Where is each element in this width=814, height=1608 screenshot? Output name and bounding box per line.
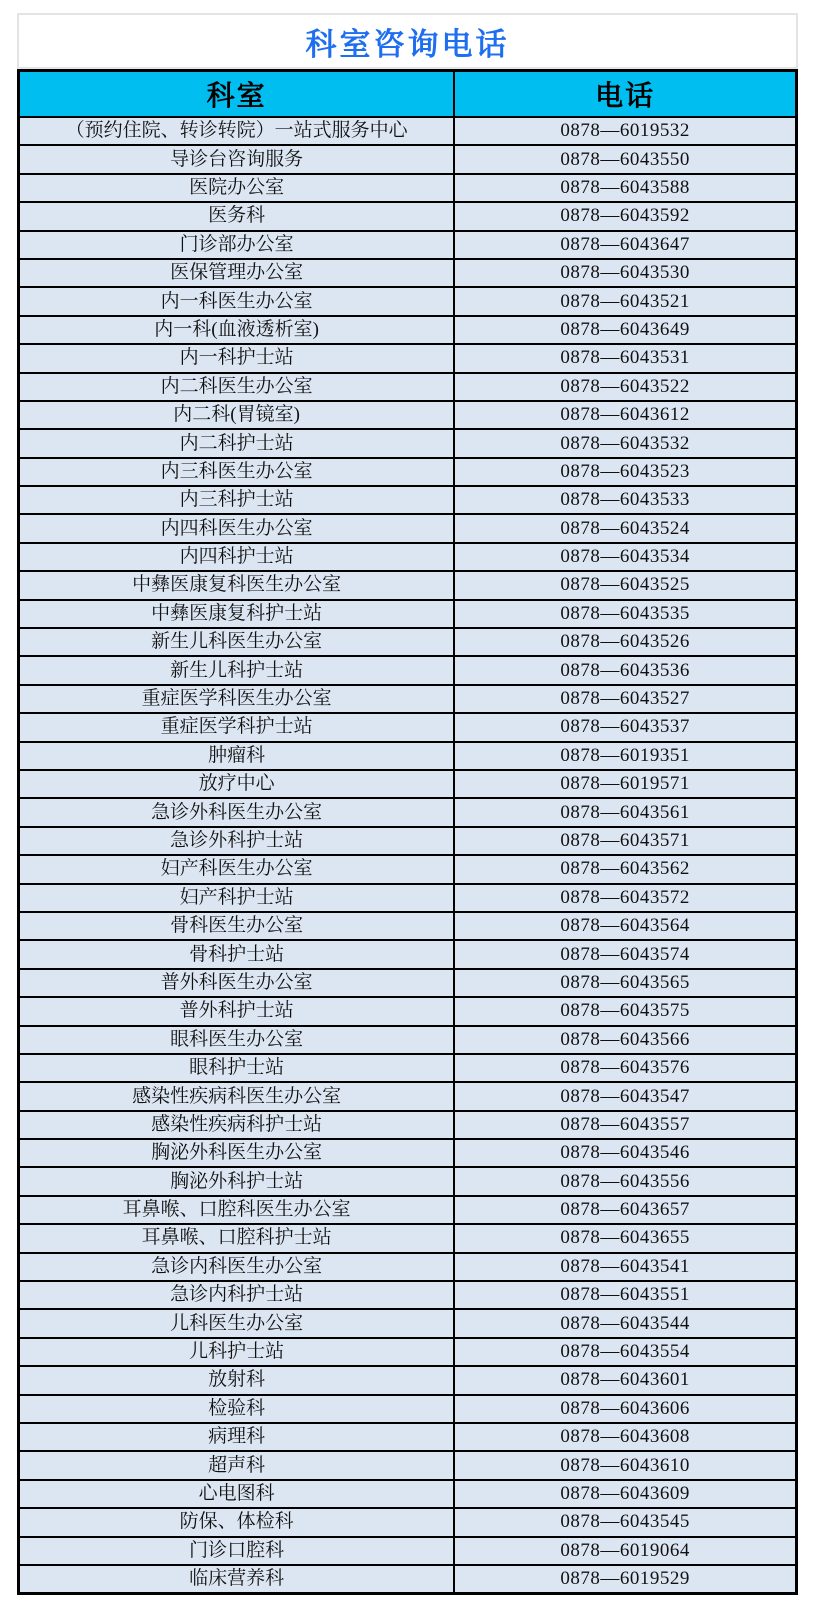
department-cell: 妇产科护士站	[19, 884, 455, 912]
department-cell: 放射科	[19, 1366, 455, 1394]
table-row	[19, 1139, 797, 1167]
department-cell: 医保管理办公室	[19, 259, 455, 287]
phone-cell: 0878—6043575	[454, 997, 796, 1025]
phone-cell: 0878—6043655	[454, 1224, 796, 1252]
department-cell: 医务科	[19, 202, 455, 230]
phone-cell: 0878—6019571	[454, 770, 796, 798]
department-cell: 耳鼻喉、口腔科护士站	[19, 1224, 455, 1252]
table-row	[19, 600, 797, 628]
department-cell: 急诊内科医生办公室	[19, 1253, 455, 1281]
department-cell: 内二科(胃镜室)	[19, 401, 455, 429]
department-cell: 内四科医生办公室	[19, 514, 455, 542]
phone-cell: 0878—6043530	[454, 259, 796, 287]
phone-cell: 0878—6043592	[454, 202, 796, 230]
phone-cell: 0878—6043588	[454, 174, 796, 202]
table-row	[19, 827, 797, 855]
phone-cell: 0878—6043556	[454, 1167, 796, 1195]
page-title: 科室咨询电话	[17, 13, 798, 69]
phone-cell: 0878—6043606	[454, 1395, 796, 1423]
department-cell: 重症医学科护士站	[19, 713, 455, 741]
department-cell: 内四科护士站	[19, 543, 455, 571]
phone-cell: 0878—6043535	[454, 600, 796, 628]
phone-cell: 0878—6043562	[454, 855, 796, 883]
department-cell: 心电图科	[19, 1480, 455, 1508]
table-row	[19, 997, 797, 1025]
table-row	[19, 685, 797, 713]
table-row	[19, 1508, 797, 1536]
table-row	[19, 1224, 797, 1252]
table-row	[19, 231, 797, 259]
phone-cell: 0878—6043601	[454, 1366, 796, 1394]
table-row	[19, 344, 797, 372]
table-row	[19, 1423, 797, 1451]
phone-cell: 0878—6043610	[454, 1451, 796, 1479]
phone-cell: 0878—6019064	[454, 1537, 796, 1565]
phone-cell: 0878—6043608	[454, 1423, 796, 1451]
department-cell: 骨科医生办公室	[19, 912, 455, 940]
table-row	[19, 514, 797, 542]
table-row	[19, 884, 797, 912]
department-cell: 检验科	[19, 1395, 455, 1423]
table-row	[19, 117, 797, 145]
phone-cell: 0878—6043537	[454, 713, 796, 741]
department-cell: 新生儿科护士站	[19, 656, 455, 684]
phone-cell: 0878—6043522	[454, 373, 796, 401]
table-row	[19, 798, 797, 826]
table-row	[19, 145, 797, 173]
department-cell: 急诊内科护士站	[19, 1281, 455, 1309]
table-row	[19, 458, 797, 486]
table-row	[19, 571, 797, 599]
department-cell: 超声科	[19, 1451, 455, 1479]
table-row	[19, 174, 797, 202]
table-row	[19, 1082, 797, 1110]
phone-cell: 0878—6043527	[454, 685, 796, 713]
table-row	[19, 287, 797, 315]
header-row	[19, 71, 797, 118]
phone-cell: 0878—6043541	[454, 1253, 796, 1281]
department-cell: 内三科护士站	[19, 486, 455, 514]
phone-cell: 0878—6043524	[454, 514, 796, 542]
table-row	[19, 940, 797, 968]
phone-cell: 0878—6043521	[454, 287, 796, 315]
phone-cell: 0878—6043564	[454, 912, 796, 940]
table-row	[19, 855, 797, 883]
department-cell: 内一科医生办公室	[19, 287, 455, 315]
department-cell: 门诊部办公室	[19, 231, 455, 259]
table-row	[19, 1451, 797, 1479]
department-cell: 骨科护士站	[19, 940, 455, 968]
phone-cell: 0878—6043551	[454, 1281, 796, 1309]
phone-cell: 0878—6043525	[454, 571, 796, 599]
table-row	[19, 656, 797, 684]
phone-cell: 0878—6043533	[454, 486, 796, 514]
department-cell: 中彝医康复科护士站	[19, 600, 455, 628]
department-cell: 普外科医生办公室	[19, 969, 455, 997]
phone-cell: 0878—6043526	[454, 628, 796, 656]
table-row	[19, 969, 797, 997]
table-row	[19, 543, 797, 571]
phone-cell: 0878—6019529	[454, 1565, 796, 1594]
table-row	[19, 770, 797, 798]
table-row	[19, 202, 797, 230]
phone-cell: 0878—6043557	[454, 1111, 796, 1139]
department-cell: 新生儿科医生办公室	[19, 628, 455, 656]
table-row	[19, 1167, 797, 1195]
department-cell: 病理科	[19, 1423, 455, 1451]
table-row	[19, 1565, 797, 1594]
phone-cell: 0878—6043566	[454, 1026, 796, 1054]
department-cell: 门诊口腔科	[19, 1537, 455, 1565]
phone-cell: 0878—6019532	[454, 117, 796, 145]
phone-cell: 0878—6019351	[454, 742, 796, 770]
phone-cell: 0878—6043536	[454, 656, 796, 684]
table-row	[19, 1196, 797, 1224]
phone-cell: 0878—6043647	[454, 231, 796, 259]
table-row	[19, 742, 797, 770]
department-cell: 眼科护士站	[19, 1054, 455, 1082]
table-row	[19, 1111, 797, 1139]
table-row	[19, 429, 797, 457]
department-cell: 放疗中心	[19, 770, 455, 798]
department-cell: 内一科(血液透析室)	[19, 316, 455, 344]
phone-cell: 0878—6043547	[454, 1082, 796, 1110]
department-cell: 胸泌外科护士站	[19, 1167, 455, 1195]
department-cell: 临床营养科	[19, 1565, 455, 1594]
department-cell: 肿瘤科	[19, 742, 455, 770]
department-cell: 感染性疾病科护士站	[19, 1111, 455, 1139]
phone-cell: 0878—6043657	[454, 1196, 796, 1224]
phone-cell: 0878—6043612	[454, 401, 796, 429]
phone-cell: 0878—6043649	[454, 316, 796, 344]
department-cell: 耳鼻喉、口腔科医生办公室	[19, 1196, 455, 1224]
phone-cell: 0878—6043554	[454, 1338, 796, 1366]
phone-cell: 0878—6043561	[454, 798, 796, 826]
department-cell: 中彝医康复科医生办公室	[19, 571, 455, 599]
phone-cell: 0878—6043571	[454, 827, 796, 855]
table-row	[19, 259, 797, 287]
table-body	[19, 117, 797, 1594]
department-cell: 儿科医生办公室	[19, 1309, 455, 1337]
table-row	[19, 1026, 797, 1054]
phone-directory-table	[17, 69, 798, 1595]
phone-cell: 0878—6043531	[454, 344, 796, 372]
table-row	[19, 1395, 797, 1423]
department-cell: 内一科护士站	[19, 344, 455, 372]
phone-cell: 0878—6043523	[454, 458, 796, 486]
department-cell: 妇产科医生办公室	[19, 855, 455, 883]
column-header-phone: 电话	[454, 71, 796, 118]
table-row	[19, 1281, 797, 1309]
department-cell: 急诊外科医生办公室	[19, 798, 455, 826]
table-row	[19, 316, 797, 344]
table-row	[19, 912, 797, 940]
department-cell: 儿科护士站	[19, 1338, 455, 1366]
department-cell: 内三科医生办公室	[19, 458, 455, 486]
table-row	[19, 401, 797, 429]
department-cell: 眼科医生办公室	[19, 1026, 455, 1054]
department-cell: 内二科医生办公室	[19, 373, 455, 401]
table-row	[19, 1054, 797, 1082]
table-row	[19, 373, 797, 401]
phone-cell: 0878—6043545	[454, 1508, 796, 1536]
table-row	[19, 1480, 797, 1508]
department-cell: 感染性疾病科医生办公室	[19, 1082, 455, 1110]
column-header-department: 科室	[19, 71, 455, 118]
phone-cell: 0878—6043532	[454, 429, 796, 457]
department-cell: 普外科护士站	[19, 997, 455, 1025]
department-cell: 医院办公室	[19, 174, 455, 202]
table-row	[19, 1537, 797, 1565]
phone-cell: 0878—6043565	[454, 969, 796, 997]
department-cell: 防保、体检科	[19, 1508, 455, 1536]
table-row	[19, 713, 797, 741]
phone-cell: 0878—6043550	[454, 145, 796, 173]
department-cell: 急诊外科护士站	[19, 827, 455, 855]
department-cell: 重症医学科医生办公室	[19, 685, 455, 713]
table-row	[19, 628, 797, 656]
phone-cell: 0878—6043576	[454, 1054, 796, 1082]
phone-cell: 0878—6043534	[454, 543, 796, 571]
table-row	[19, 486, 797, 514]
phone-cell: 0878—6043572	[454, 884, 796, 912]
phone-cell: 0878—6043574	[454, 940, 796, 968]
table-row	[19, 1338, 797, 1366]
department-cell: 胸泌外科医生办公室	[19, 1139, 455, 1167]
table-row	[19, 1366, 797, 1394]
department-cell: 内二科护士站	[19, 429, 455, 457]
department-cell: （预约住院、转诊转院）一站式服务中心	[19, 117, 455, 145]
table-row	[19, 1309, 797, 1337]
department-cell: 导诊台咨询服务	[19, 145, 455, 173]
phone-cell: 0878—6043544	[454, 1309, 796, 1337]
table-row	[19, 1253, 797, 1281]
phone-cell: 0878—6043546	[454, 1139, 796, 1167]
phone-cell: 0878—6043609	[454, 1480, 796, 1508]
